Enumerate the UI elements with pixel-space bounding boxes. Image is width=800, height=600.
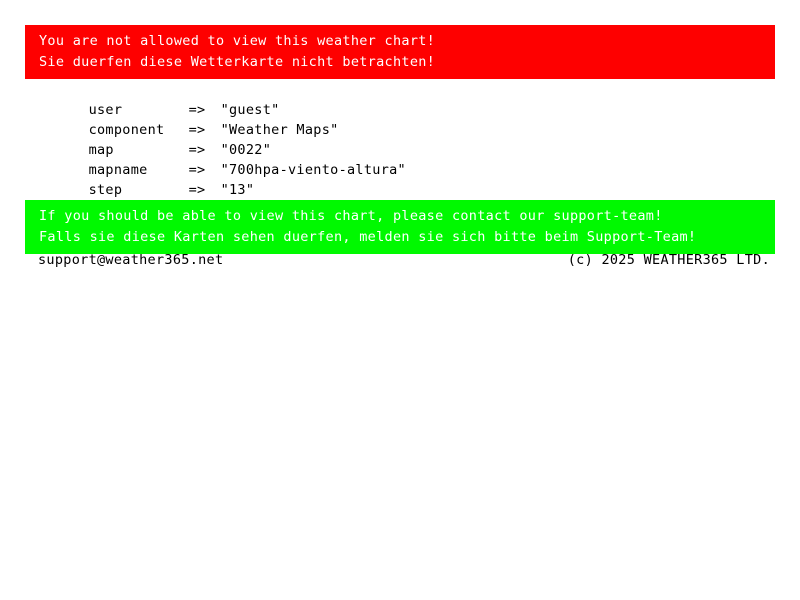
parameter-key-mapname: mapname <box>88 162 148 178</box>
parameter-value-mapname: "700hpa-viento-altura" <box>220 162 406 178</box>
parameter-list <box>38 80 406 198</box>
error-banner <box>25 25 775 79</box>
parameter-value-component: "Weather Maps" <box>220 122 339 138</box>
support-email[interactable]: support@weather365.net <box>38 252 224 268</box>
info-banner-line-de: Falls sie diese Karten sehen duerfen, melden sie sich bitte beim Support-Team! <box>39 229 697 245</box>
footer <box>38 250 770 270</box>
parameter-value-step: "13" <box>220 182 255 198</box>
parameter-key-step: step <box>88 182 123 198</box>
parameter-value-user: "guest" <box>220 102 280 118</box>
parameter-key-map: map <box>88 142 114 158</box>
parameter-arrow-user: => <box>188 102 206 118</box>
info-banner-line-en: If you should be able to view this chart, please contact our support-team! <box>39 208 663 224</box>
parameter-arrow-mapname: => <box>188 162 206 178</box>
error-banner-line-de: Sie duerfen diese Wetterkarte nicht betrachten! <box>39 54 436 70</box>
parameter-arrow-step: => <box>188 182 206 198</box>
error-banner-line-en: You are not allowed to view this weather chart! <box>39 33 436 49</box>
parameter-row-user <box>38 80 406 118</box>
parameter-value-map: "0022" <box>220 142 272 158</box>
parameter-arrow-map: => <box>188 142 206 158</box>
copyright-text: (c) 2025 WEATHER365 LTD. <box>567 252 770 268</box>
info-banner <box>25 200 775 254</box>
parameter-key-component: component <box>88 122 165 138</box>
parameter-key-user: user <box>88 102 123 118</box>
parameter-arrow-component: => <box>188 122 206 138</box>
